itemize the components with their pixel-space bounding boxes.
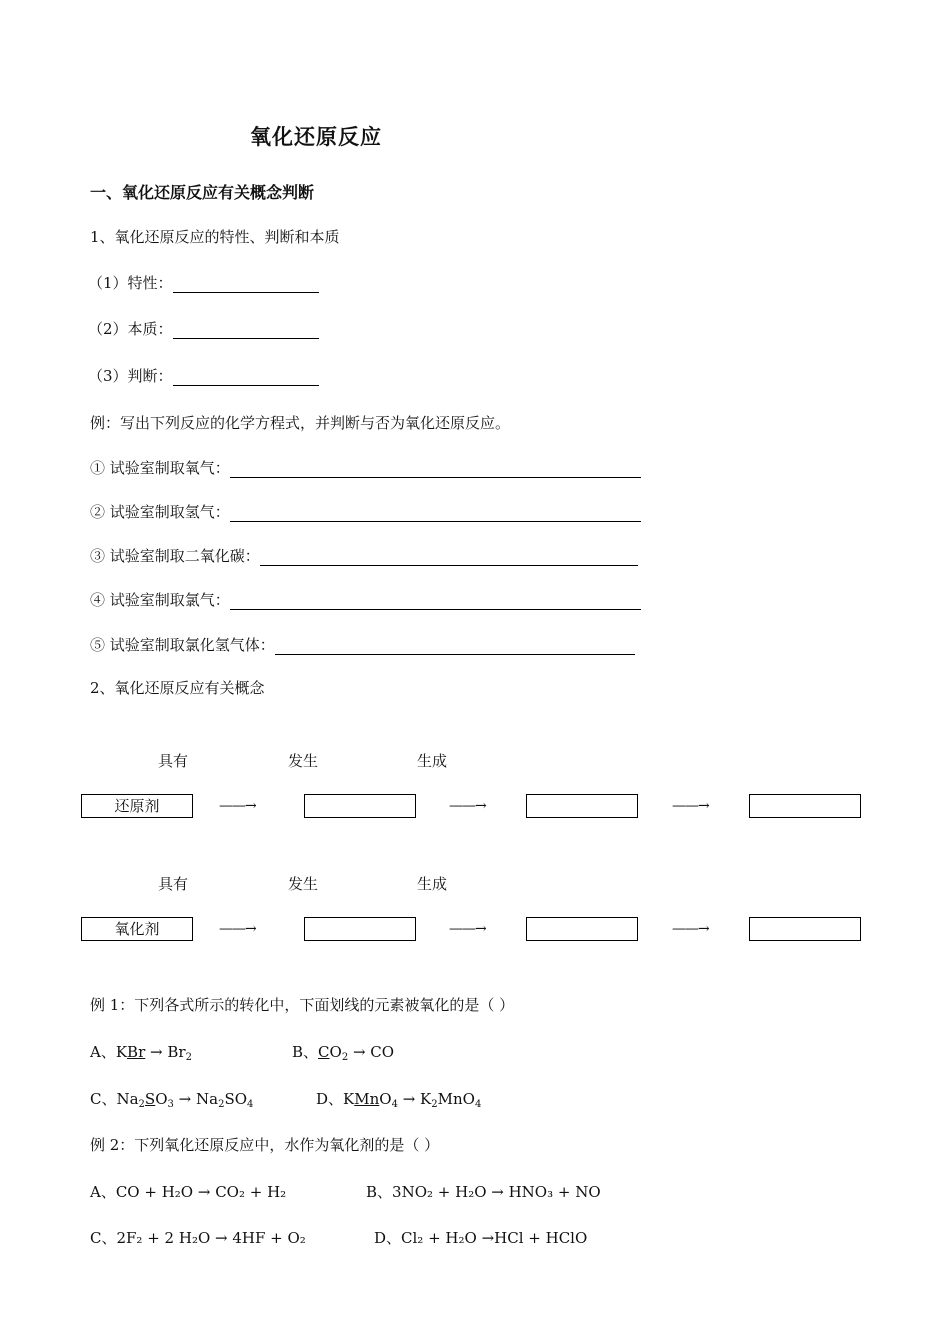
reaction-label: ① 试验室制取氧气： — [90, 459, 230, 477]
diagram-arrow: ——→ — [672, 798, 709, 814]
reaction-label: ⑤ 试验室制取氯化氢气体： — [90, 636, 275, 654]
diagram-arrow: ——→ — [219, 921, 256, 937]
diagram-arrow: ——→ — [449, 798, 486, 814]
diagram-blank-box[interactable] — [749, 794, 861, 818]
example1-option-a: A、KBr → $Br_2$ — [90, 1043, 192, 1063]
answer-blank[interactable] — [230, 593, 641, 610]
diagram-blank-box[interactable] — [749, 917, 861, 941]
item-label: （3）判断： — [88, 367, 173, 385]
diagram-blank-box[interactable] — [526, 794, 638, 818]
reaction-label: ③ 试验室制取二氧化碳： — [90, 547, 260, 565]
item-judgement — [88, 366, 319, 386]
diagram-arrow: ——→ — [672, 921, 709, 937]
item-essence — [88, 319, 319, 339]
reaction-label: ④ 试验室制取氯气： — [90, 591, 230, 609]
diagram-label-undergo: 发生 — [288, 875, 319, 893]
example-intro: 例：写出下列反应的化学方程式，并判断与否为氧化还原反应。 — [90, 414, 511, 432]
subsection-2-title: 2、氧化还原反应有关概念 — [90, 679, 265, 697]
example2-option-d: D、Cl₂ + H₂O →HCl + HClO — [374, 1229, 588, 1247]
example2-option-b: B、3NO₂ + H₂O → HNO₃ + NO — [366, 1183, 601, 1201]
diagram-box-oxidizing-agent: 氧化剂 — [81, 917, 193, 941]
example1-option-d: D、KMnO$_4$ → $K_2MnO_4$ — [316, 1090, 482, 1110]
diagram-arrow: ——→ — [219, 798, 256, 814]
diagram-label-produce: 生成 — [417, 752, 448, 770]
reaction-hydrogen — [90, 502, 641, 522]
answer-blank[interactable] — [260, 549, 638, 566]
diagram-label-have: 具有 — [158, 752, 189, 770]
reaction-oxygen — [90, 458, 641, 478]
answer-blank[interactable] — [173, 322, 319, 339]
diagram-blank-box[interactable] — [304, 794, 416, 818]
answer-blank[interactable] — [173, 369, 319, 386]
reaction-label: ② 试验室制取氢气： — [90, 503, 230, 521]
example1-option-b: B、$CO_2$ → CO — [292, 1043, 395, 1063]
reaction-hcl — [90, 635, 635, 655]
reaction-co2 — [90, 546, 638, 566]
subsection-1-title: 1、氧化还原反应的特性、判断和本质 — [90, 228, 340, 246]
answer-blank[interactable] — [230, 505, 641, 522]
example2-option-a: A、CO + H₂O → CO₂ + H₂ — [90, 1183, 287, 1201]
page-title: 氧化还原反应 — [250, 125, 382, 149]
example1-question: 例 1：下列各式所示的转化中，下面划线的元素被氧化的是（ ） — [90, 996, 515, 1014]
item-characteristic — [88, 273, 319, 293]
diagram-blank-box[interactable] — [526, 917, 638, 941]
diagram-label-have: 具有 — [158, 875, 189, 893]
item-label: （2）本质： — [88, 320, 173, 338]
diagram-label-undergo: 发生 — [288, 752, 319, 770]
example2-question: 例 2：下列氧化还原反应中，水作为氧化剂的是（ ） — [90, 1136, 440, 1154]
reaction-chlorine — [90, 590, 641, 610]
diagram-label-produce: 生成 — [417, 875, 448, 893]
diagram-box-reducing-agent: 还原剂 — [81, 794, 193, 818]
item-label: （1）特性： — [88, 274, 173, 292]
diagram-arrow: ——→ — [449, 921, 486, 937]
example2-option-c: C、2F₂ + 2 H₂O → 4HF + O₂ — [90, 1229, 306, 1247]
answer-blank[interactable] — [173, 276, 319, 293]
diagram-blank-box[interactable] — [304, 917, 416, 941]
answer-blank[interactable] — [230, 461, 641, 478]
answer-blank[interactable] — [275, 638, 635, 655]
example1-option-c: C、$Na_2SO_3 \to Na_2SO_4$ — [90, 1090, 254, 1110]
section-heading: 一、氧化还原反应有关概念判断 — [90, 183, 315, 202]
